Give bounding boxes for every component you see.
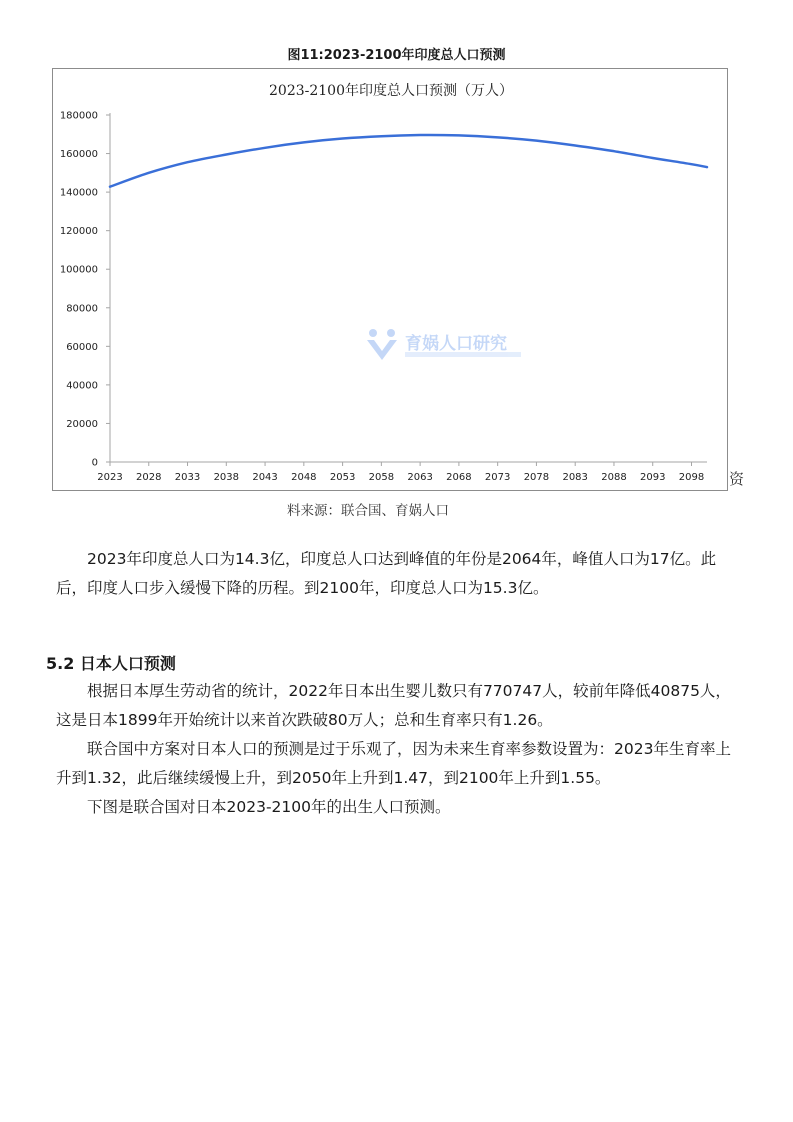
chart-title: 2023-2100年印度总人口预测（万人） <box>269 83 513 99</box>
x-tick-label: 2023 <box>97 472 123 483</box>
x-tick-label: 2093 <box>640 472 666 483</box>
section-heading: 5.2 日本人口预测 <box>46 654 176 673</box>
y-tick-label: 160000 <box>59 149 98 161</box>
x-tick-label: 2098 <box>678 472 705 483</box>
y-tick-label: 120000 <box>59 226 98 238</box>
y-tick-label: 0 <box>91 457 98 469</box>
x-tick-label: 2043 <box>252 472 278 483</box>
x-tick-label: 2088 <box>601 472 627 483</box>
x-tick-label: 2048 <box>291 472 317 483</box>
x-tick-label: 2068 <box>446 472 472 483</box>
watermark-logo-icon <box>365 327 399 361</box>
x-tick-label: 2078 <box>523 472 550 483</box>
y-tick-label: 80000 <box>66 303 98 315</box>
paragraph-india-summary: 2023年印度总人口为14.3亿，印度总人口达到峰值的年份是2064年，峰值人口为17亿。此后，印度人口步入缓慢下降的历程。到2100年，印度总人口为15.3亿。 <box>56 550 717 597</box>
series-group <box>110 135 707 187</box>
x-axis <box>97 462 707 483</box>
x-tick-label: 2063 <box>407 472 433 483</box>
clipped-text-fragment: 资 <box>729 470 745 488</box>
x-tick-label: 2033 <box>174 472 201 483</box>
figure-source: 料来源：联合国、育娲人口 <box>287 503 449 519</box>
x-tick-label: 2073 <box>484 472 511 483</box>
chart-frame <box>52 68 728 491</box>
watermark-text: 育娲人口研究 <box>405 334 507 354</box>
x-tick-label: 2058 <box>368 472 395 483</box>
y-tick-label: 140000 <box>59 187 98 199</box>
y-tick-label: 100000 <box>59 264 98 276</box>
figure-caption: 图11:2023-2100年印度总人口预测 <box>287 48 506 63</box>
x-tick-label: 2053 <box>329 472 356 483</box>
y-tick-label: 180000 <box>59 110 98 122</box>
paragraph-next-figure: 下图是联合国对日本2023-2100年的出生人口预测。 <box>87 798 451 816</box>
x-tick-label: 2028 <box>136 472 162 483</box>
x-tick-label: 2038 <box>213 472 240 483</box>
paragraph-japan-births: 根据日本厚生劳动省的统计，2022年日本出生婴儿数只有770747人，较前年降低40875人，这是日本1899年开始统计以来首次跌破80万人；总和生育率只有1.26。 <box>56 682 731 729</box>
x-tick-label: 2083 <box>562 472 588 483</box>
y-tick-label: 40000 <box>66 380 98 392</box>
paragraph-un-projection: 联合国中方案对日本人口的预测是过于乐观了，因为未来生育率参数设置为：2023年生育率上升到1.32，此后继续缓慢上升，到2050年上升到1.47，到2100年上升到1.55。 <box>56 740 731 787</box>
y-axis <box>60 111 110 469</box>
y-tick-label: 60000 <box>66 341 98 353</box>
watermark-underline <box>405 352 521 357</box>
y-tick-label: 20000 <box>66 418 98 430</box>
population-line-chart <box>53 69 729 492</box>
series-line-total-population <box>110 135 707 187</box>
